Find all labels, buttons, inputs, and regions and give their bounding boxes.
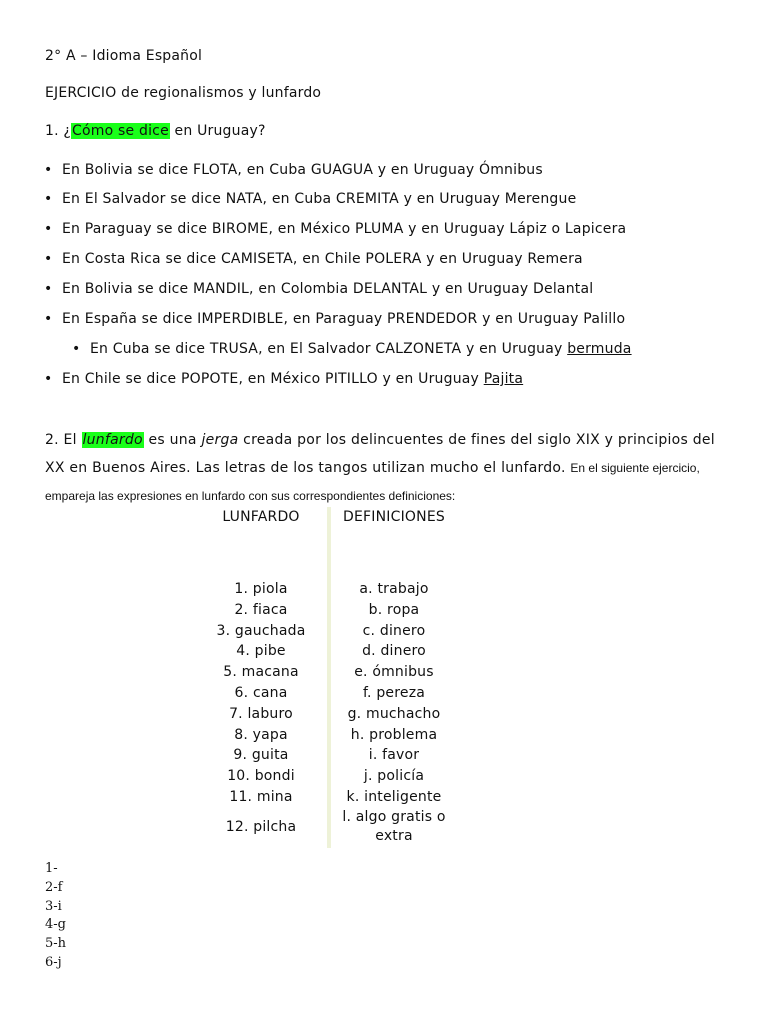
q1-number: 1. ¿ [45,123,72,139]
lunfardo-term: 9. guita [233,747,289,764]
q2-number: 2. El [45,432,82,448]
lunfardo-term: 6. cana [234,684,288,701]
bullet-dot-icon: • [44,251,53,267]
bullet-item [44,371,524,387]
bullet-text: En Bolivia se dice FLOTA, en Cuba GUAGUA y en Uruguay Ómnibus [62,162,543,178]
underlined-word: Pajita [483,371,524,387]
exercise-title: EJERCICIO de regionalismos y lunfardo [45,85,322,101]
bullet-text: En España se dice IMPERDIBLE, en Paraguay PRENDEDOR y en Uruguay Palillo [62,311,626,327]
lunfardo-term: 1. piola [234,581,288,597]
lunfardo-term: 4. pibe [236,643,286,660]
matching-table [195,507,457,848]
q2-term-highlight: lunfardo [82,432,143,448]
answer-line: 5-h [45,936,67,952]
bullet-item [44,251,583,267]
bullet-item [44,191,577,207]
bullet-text: En El Salvador se dice NATA, en Cuba CREMITA y en Uruguay Merengue [62,191,577,207]
definition: h. problema [329,725,457,746]
bullet-text: En Bolivia se dice MANDIL, en Colombia DELANTAL y en Uruguay Delantal [62,281,594,297]
table-row [195,787,457,808]
answer-line: 6-j [45,954,62,970]
table-row [195,704,457,725]
answer-line: 4-g [45,917,66,933]
definition: i. favor [329,745,457,766]
bullet-item [44,281,594,297]
bullet-item [44,221,627,237]
table-row [195,662,457,683]
lunfardo-term: 8. yapa [234,726,288,743]
bullet-text: En Cuba se dice TRUSA, en El Salvador CALZONETA y en Uruguay [90,341,568,357]
bullet-item [72,341,632,357]
table-row [195,808,457,848]
q1-rest: en Uruguay? [169,123,266,139]
definition: l. algo gratis o extra [329,808,457,848]
answers-list [45,860,66,973]
table-row [195,579,457,600]
definition: f. pereza [329,683,457,704]
answer-line: 3-i [45,898,62,914]
underlined-word: bermuda [567,341,632,357]
table-row [195,600,457,621]
lunfardo-term: 12. pilcha [225,819,297,836]
table-row [195,641,457,662]
table-row [195,683,457,704]
bullet-dot-icon: • [44,281,53,297]
bullet-text: En Chile se dice POPOTE, en México PITILLO y en Uruguay [62,371,484,387]
q2-text: creada por los delincuentes de fines del siglo XIX y principios del XX en Buenos Aires. Las letras de los tangos utilizan mucho el lunfardo. [45,432,715,476]
answer-line: 1- [45,861,58,876]
lunfardo-term: 10. bondi [227,768,295,785]
definition: e. ómnibus [329,662,457,683]
header-definiciones: DEFINICIONES [329,507,457,531]
table-row [195,621,457,642]
bullet-item [44,162,543,178]
lunfardo-term: 11. mina [229,788,293,805]
bullet-dot-icon: • [44,371,53,387]
bullet-text: En Costa Rica se dice CAMISETA, en Chile POLERA y en Uruguay Remera [62,251,583,267]
bullet-dot-icon: • [44,311,53,327]
q2-italic-word: jerga [201,432,239,448]
bullet-text: En Paraguay se dice BIROME, en México PLUMA y en Uruguay Lápiz o Lapicera [62,221,627,237]
lunfardo-term: 7. laburo [229,705,293,722]
bullet-dot-icon: • [44,191,53,207]
header-lunfardo: LUNFARDO [222,509,300,525]
definition: b. ropa [329,600,457,621]
q2-text: es una [143,432,202,448]
definition: c. dinero [329,621,457,642]
bullet-item [44,311,626,327]
definition: j. policía [329,766,457,787]
q1-highlight: Cómo se dice [72,123,169,139]
table-row [195,725,457,746]
lunfardo-term: 2. fiaca [234,601,288,618]
lunfardo-term: 5. macana [223,664,299,681]
definition: d. dinero [329,641,457,662]
lunfardo-term: 3. gauchada [216,622,306,639]
definition: k. inteligente [329,787,457,808]
bullet-dot-icon: • [72,341,81,357]
course-title: 2° A – Idioma Español [45,48,203,64]
bullet-dot-icon: • [44,221,53,237]
question-1 [45,123,266,139]
definition: a. trabajo [329,579,457,600]
table-row [195,745,457,766]
q2-instruction: En el siguiente ejercicio, empareja las expresiones en lunfardo con sus correspondientes definiciones: [45,461,700,503]
answer-line: 2-f [45,879,63,895]
table-row [195,766,457,787]
question-2 [45,426,735,510]
definition: g. muchacho [329,704,457,725]
bullet-dot-icon: • [44,162,53,178]
